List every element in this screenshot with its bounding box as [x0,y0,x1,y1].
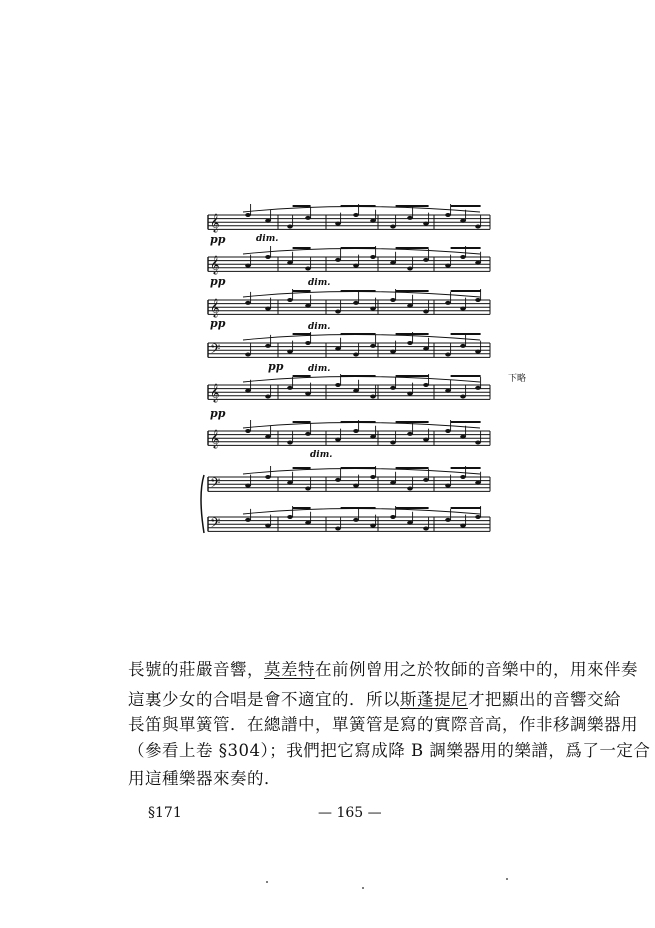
note-head [265,435,271,439]
note-head [353,389,359,393]
dim-marking: dim. [308,322,331,332]
scan-speck [506,878,508,880]
note-head [287,386,293,390]
note-head [370,219,376,223]
note-head [390,298,396,302]
dim-marking: dim. [308,364,331,374]
text-run: 在前例曾用之於牧師的音樂中的，用來伴奏 [315,660,638,679]
note-head [423,347,429,351]
note-head [353,213,359,217]
note-head [335,222,341,226]
dynamic-marking: pp [210,275,226,288]
note-head [423,222,429,226]
note-head [353,484,359,488]
note-head [370,435,376,439]
note-head [335,310,341,314]
note-head [460,524,466,528]
music-score-excerpt [198,195,528,545]
note-head [335,478,341,482]
note-head [265,344,271,348]
note-head [265,475,271,479]
dynamic-marking: pp [210,317,226,330]
note-head [265,524,271,528]
note-head [390,350,396,354]
slur [243,423,480,429]
note-head [407,521,413,525]
dim-marking: dim. [310,450,333,460]
note-head [475,481,481,485]
note-head [353,429,359,433]
note-head [370,344,376,348]
note-head [265,219,271,223]
section-number: §171 [148,805,182,821]
note-head [445,389,451,393]
note-head [335,347,341,351]
note-head [245,518,251,522]
name-mozart: 莫差特 [264,660,315,679]
note-head [370,307,376,311]
note-head [245,353,251,357]
note-head [305,521,311,525]
paragraph-line-3: 長笛與單簧管．在總譜中，單簧管是寫的實際音高，作非移調樂器用 [128,715,638,734]
clef-icon: 𝄞 [210,298,220,317]
margin-note: 下略 [508,374,527,384]
note-head [407,341,413,345]
note-head [460,395,466,399]
note-head [370,475,376,479]
dynamic-marking: pp [210,407,226,420]
note-head [287,261,293,265]
note-head [475,225,481,229]
note-head [445,353,451,357]
note-head [460,435,466,439]
note-head [460,307,466,311]
note-head [265,307,271,311]
note-head [423,310,429,314]
note-head [353,518,359,522]
note-head [305,267,311,271]
slur [243,509,480,515]
slur [243,469,480,475]
note-head [287,225,293,229]
dynamic-marking: pp [268,360,284,373]
slur [243,335,480,341]
name-spontini: 斯蓬提尼 [400,690,468,709]
note-head [460,219,466,223]
note-head [305,487,311,491]
page-number: — 165 — [318,805,382,821]
note-head [390,386,396,390]
note-head [445,484,451,488]
note-head [407,392,413,396]
clef-icon: 𝄞 [210,213,220,232]
note-head [370,255,376,259]
note-head [245,301,251,305]
paragraph-line-1 [128,660,638,679]
note-head [423,478,429,482]
note-head [305,216,311,220]
note-head [335,527,341,531]
note-head [353,264,359,268]
note-head [390,515,396,519]
note-head [445,213,451,217]
note-head [245,429,251,433]
note-head [305,304,311,308]
note-head [407,487,413,491]
slur [243,377,480,383]
note-head [445,301,451,305]
note-head [287,441,293,445]
note-head [265,255,271,259]
note-head [287,481,293,485]
note-head [245,264,251,268]
note-head [475,298,481,302]
note-head [390,441,396,445]
text-run: 長號的莊嚴音響， [128,660,264,679]
paragraph-line-5: 用這種樂器來奏的． [128,769,281,788]
note-head [390,225,396,229]
note-head [390,261,396,265]
note-head [353,301,359,305]
paragraph-line-4: （參看上卷 §304）；我們把它寫成降 B 調樂器用的樂譜，爲了一定合 [128,741,651,760]
text-run: 這裏少女的合唱是會不適宜的．所以 [128,690,400,709]
clef-icon: 𝄞 [210,429,220,448]
note-head [305,392,311,396]
note-head [475,386,481,390]
note-head [423,527,429,531]
clef-icon: 𝄢 [210,475,221,494]
dynamic-marking: pp [210,233,226,246]
note-head [245,213,251,217]
clef-icon: 𝄢 [210,341,221,360]
note-head [353,353,359,357]
text-run: 才把顯出的音響交給 [468,690,621,709]
note-head [475,261,481,265]
note-head [287,515,293,519]
scan-speck [362,887,364,889]
note-head [475,515,481,519]
clef-icon: 𝄞 [210,383,220,402]
note-head [305,432,311,436]
clef-icon: 𝄞 [210,255,220,274]
slur [243,249,480,255]
note-head [423,383,429,387]
note-head [475,441,481,445]
note-head [245,389,251,393]
note-head [407,216,413,220]
note-head [265,395,271,399]
slur [243,292,480,298]
scan-speck [266,881,268,883]
note-head [370,524,376,528]
clef-icon: 𝄢 [210,515,221,534]
note-head [460,475,466,479]
dim-marking: dim. [256,234,279,244]
brace [201,475,204,533]
note-head [407,304,413,308]
note-head [475,350,481,354]
note-head [423,438,429,442]
note-head [445,429,451,433]
note-head [287,350,293,354]
slur [243,207,480,213]
dim-marking: dim. [308,278,331,288]
note-head [460,255,466,259]
note-head [460,344,466,348]
note-head [287,298,293,302]
note-head [335,258,341,262]
note-head [390,481,396,485]
note-head [335,438,341,442]
note-head [423,258,429,262]
note-head [445,518,451,522]
paragraph-line-2 [128,690,621,709]
note-head [407,432,413,436]
note-head [245,484,251,488]
note-head [335,383,341,387]
note-head [370,395,376,399]
note-head [445,264,451,268]
note-head [305,341,311,345]
note-head [407,267,413,271]
